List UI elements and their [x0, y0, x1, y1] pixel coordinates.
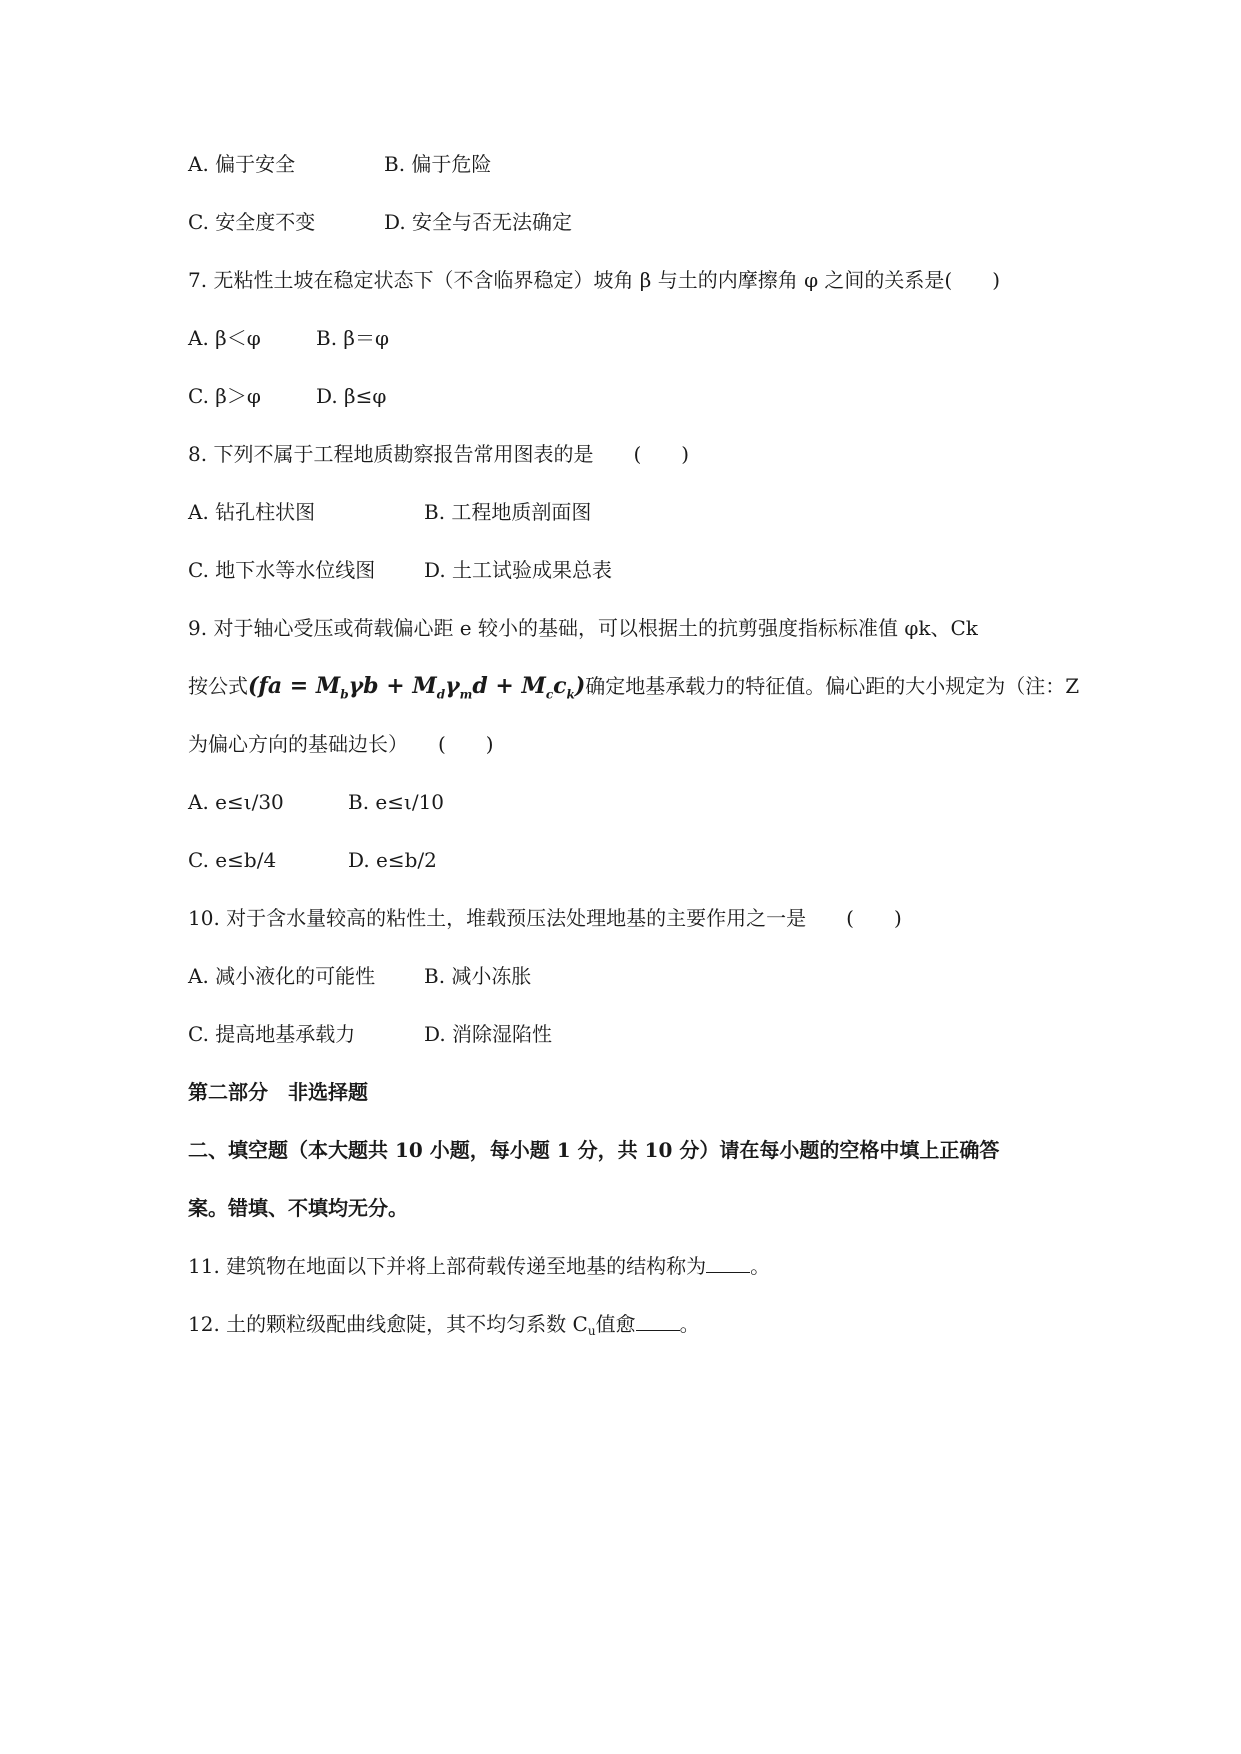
q7-stem: 7. 无粘性土坡在稳定状态下（不含临界稳定）坡角 β 与土的内摩擦角 φ 之间的关系是( )	[188, 268, 1001, 292]
part2-instruction-line-1: 二、填空题（本大题共 10 小题，每小题 1 分，共 10 分）请在每小题的空格中填上正确答	[188, 1138, 1000, 1162]
q9-suffix: 确定地基承载力的特征值。偏心距的大小规定为（注：Z	[585, 674, 1080, 698]
q10-stem: 10. 对于含水量较高的粘性土，堆载预压法处理地基的主要作用之一是 ( )	[188, 906, 902, 930]
q8-option-d: D. 土工试验成果总表	[424, 558, 613, 582]
q9-options-row-1	[188, 788, 445, 816]
q6-option-b: B. 偏于危险	[384, 152, 492, 176]
q12: 12. 土的颗粒级配曲线愈陡，其不均匀系数 $C_u$值愈 。	[188, 1312, 700, 1338]
q10-options-row-1	[188, 962, 532, 990]
part2-instruction-line-2: 案。错填、不填均无分。	[188, 1196, 408, 1220]
q9-stem-line-3: 为偏心方向的基础边长） ( )	[188, 732, 494, 756]
q8-option-b: B. 工程地质剖面图	[424, 500, 592, 524]
q7-option-d: D. β≤φ	[316, 384, 387, 408]
q9-stem-line-2	[188, 672, 1079, 708]
q11-answer-blank	[706, 1254, 750, 1273]
q7-option-c: C. β＞φ	[188, 384, 261, 408]
q11-text: 11. 建筑物在地面以下并将上部荷载传递至地基的结构称为	[188, 1254, 707, 1278]
bearing-capacity-formula: $(fa = M_b\gamma b + M_d\gamma_md + M_cc_k)$	[248, 673, 586, 702]
q7-options-row-2	[188, 382, 387, 410]
q8-options-row-2	[188, 556, 613, 584]
q6-option-c: C. 安全度不变	[188, 210, 316, 234]
part2-heading: 第二部分 非选择题	[188, 1080, 368, 1104]
q8-option-c: C. 地下水等水位线图	[188, 558, 376, 582]
q6-options-row-1	[188, 150, 492, 178]
q10-option-c: C. 提高地基承载力	[188, 1022, 356, 1046]
q8-options-row-1	[188, 498, 592, 526]
q6-option-d: D. 安全与否无法确定	[384, 210, 573, 234]
q6-options-row-2	[188, 208, 573, 236]
q12-answer-blank	[636, 1312, 680, 1331]
q11: 11. 建筑物在地面以下并将上部荷载传递至地基的结构称为 。	[188, 1254, 771, 1278]
q7-option-b: B. β＝φ	[316, 326, 389, 350]
q10-option-b: B. 减小冻胀	[424, 964, 532, 988]
q12-text: 12. 土的颗粒级配曲线愈陡，其不均匀系数 C	[188, 1312, 588, 1336]
q7-option-a: A. β＜φ	[188, 326, 261, 350]
q9-option-b: B. e≤ι/10	[348, 790, 445, 814]
q9-option-a: A. e≤ι/30	[188, 790, 284, 814]
q8-stem: 8. 下列不属于工程地质勘察报告常用图表的是 ( )	[188, 442, 690, 466]
q9-option-d: D. e≤b/2	[348, 848, 437, 872]
q7-options-row-1	[188, 324, 389, 352]
q9-prefix: 按公式	[188, 674, 248, 698]
q8-option-a: A. 钻孔柱状图	[188, 500, 316, 524]
q9-stem-line-1: 9. 对于轴心受压或荷载偏心距 e 较小的基础，可以根据土的抗剪强度指标标准值 φk、Ck	[188, 616, 978, 640]
q9-option-c: C. e≤b/4	[188, 848, 277, 872]
q9-options-row-2	[188, 846, 437, 874]
q10-option-d: D. 消除湿陷性	[424, 1022, 553, 1046]
q10-option-a: A. 减小液化的可能性	[188, 964, 376, 988]
q10-options-row-2	[188, 1020, 553, 1048]
q6-option-a: A. 偏于安全	[188, 152, 296, 176]
